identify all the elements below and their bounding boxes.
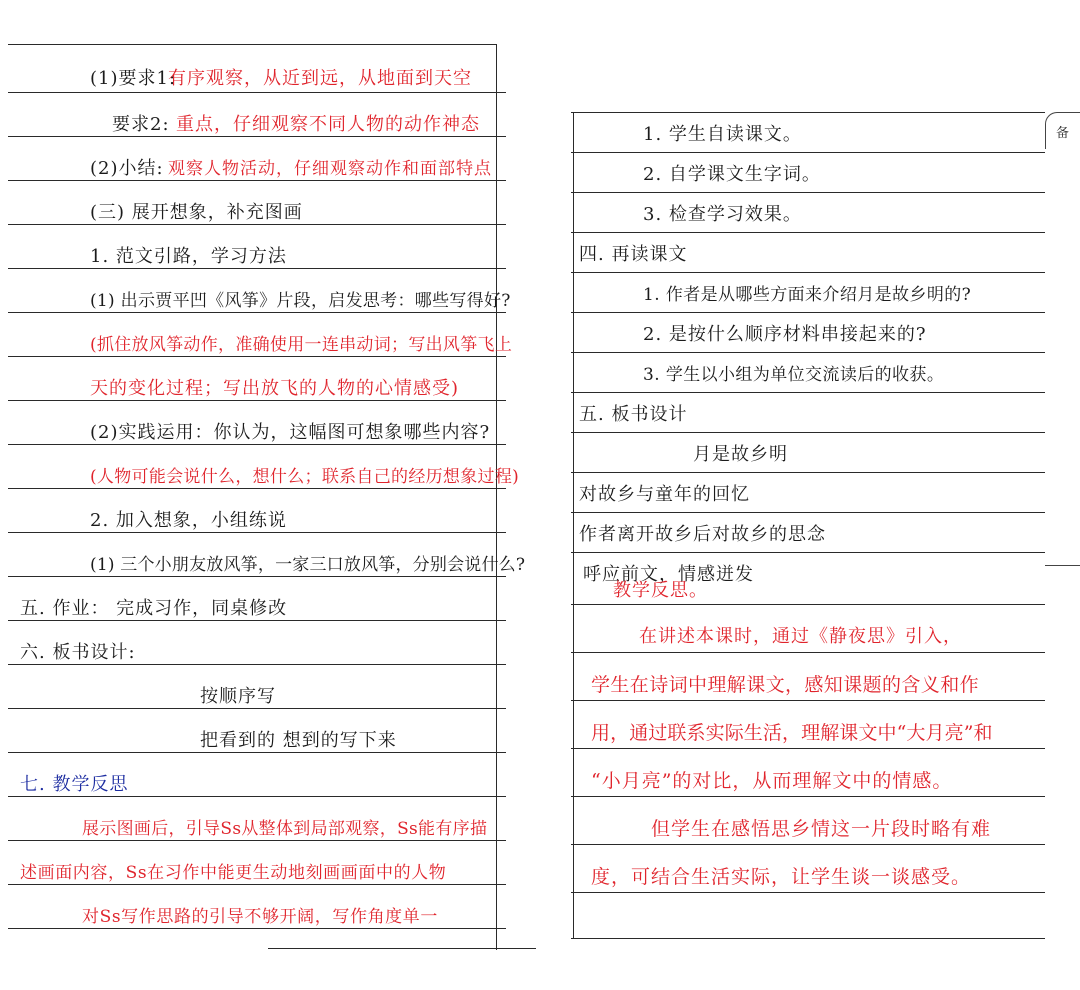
right-notebook-page — [571, 108, 1045, 940]
step-read-3: 3. 检查学习效果。 — [643, 204, 802, 225]
board-title: 月是故乡明 — [693, 444, 788, 465]
reflection-line-3: 对Ss写作思路的引导不够开阔，写作角度单一 — [82, 907, 438, 927]
requirement-1-label: (1)要求1: — [90, 68, 177, 89]
step-2-heading: 2. 加入想象，小组练说 — [90, 510, 287, 531]
teaching-reflection-heading: 七. 教学反思 — [20, 774, 129, 795]
board-design-line-1: 按顺序写 — [200, 686, 276, 707]
step-2-item-1: (1) 三个小朋友放风筝，一家三口放风筝，分别会说什么? — [90, 555, 526, 575]
section-4-heading: 四. 再读课文 — [579, 244, 688, 265]
step-1-answer-3: (人物可能会说什么，想什么；联系自己的经历想象过程) — [90, 467, 520, 487]
step-read-1: 1. 学生自读课文。 — [643, 124, 802, 145]
question-1: 1. 作者是从哪些方面来介绍月是故乡明的? — [643, 285, 972, 305]
step-1-item-2: (2)实践运用：你认为，这幅图可想象哪些内容? — [90, 422, 491, 443]
homework-line: 五. 作业： 完成习作，同桌修改 — [20, 598, 288, 619]
question-2: 2. 是按什么顺序材料串接起来的? — [643, 324, 927, 345]
section-5-heading: 五. 板书设计 — [579, 404, 688, 425]
reflection-right-line-2: 学生在诗词中理解课文，感知课题的含义和作 — [591, 674, 980, 696]
board-line-3: 呼应前文，情感迸发 — [583, 564, 754, 585]
question-3: 3. 学生以小组为单位交流读后的收获。 — [643, 365, 945, 385]
next-page-edge-line — [1045, 565, 1080, 566]
reflection-right-line-3: 用，通过联系实际生活，理解课文中“大月亮”和 — [591, 722, 993, 744]
board-design-heading: 六. 板书设计: — [20, 642, 136, 663]
step-1-answer-line-2: 天的变化过程；写出放飞的人物的心情感受) — [90, 378, 460, 399]
requirement-1-text: 有序观察，从近到远，从地面到天空 — [168, 68, 472, 89]
requirement-2-label: 要求2: — [112, 114, 170, 135]
board-design-line-2: 把看到的 想到的写下来 — [200, 730, 397, 751]
left-notebook-page — [8, 38, 526, 950]
reflection-line-2: 述画面内容，Ss在习作中能更生动地刻画画面中的人物 — [20, 863, 447, 883]
reflection-right-line-6: 度，可结合生活实际，让学生谈一谈感受。 — [591, 866, 972, 888]
reflection-right-line-5: 但学生在感悟思乡情这一片段时略有难 — [651, 818, 992, 840]
reflection-line-1: 展示图画后，引导Ss从整体到局部观察，Ss能有序描 — [82, 819, 488, 839]
reflection-right-line-1: 在讲述本课时，通过《静夜思》引入， — [639, 626, 962, 647]
step-1-heading: 1. 范文引路，学习方法 — [90, 246, 287, 267]
next-page-tab-label: 备 — [1056, 126, 1070, 141]
summary-label: (2)小结: — [90, 158, 164, 179]
board-line-1: 对故乡与童年的回忆 — [579, 484, 750, 505]
reflection-right-line-4: “小月亮”的对比，从而理解文中的情感。 — [591, 770, 953, 792]
next-page-tab — [1045, 112, 1080, 149]
requirement-2-text: 重点，仔细观察不同人物的动作神态 — [176, 114, 480, 135]
teaching-reflection-heading-right: 教学反思。 — [613, 580, 708, 601]
board-line-2: 作者离开故乡后对故乡的思念 — [579, 524, 826, 545]
section-3-heading: (三) 展开想象，补充图画 — [90, 202, 303, 223]
summary-text: 观察人物活动，仔细观察动作和面部特点 — [168, 159, 492, 179]
step-1-answer-line-1: (抓住放风筝动作，准确使用一连串动词；写出风筝飞上 — [90, 335, 513, 355]
step-1-item-1: (1) 出示贾平凹《风筝》片段，启发思考：哪些写得好? — [90, 291, 511, 311]
step-read-2: 2. 自学课文生字词。 — [643, 164, 821, 185]
